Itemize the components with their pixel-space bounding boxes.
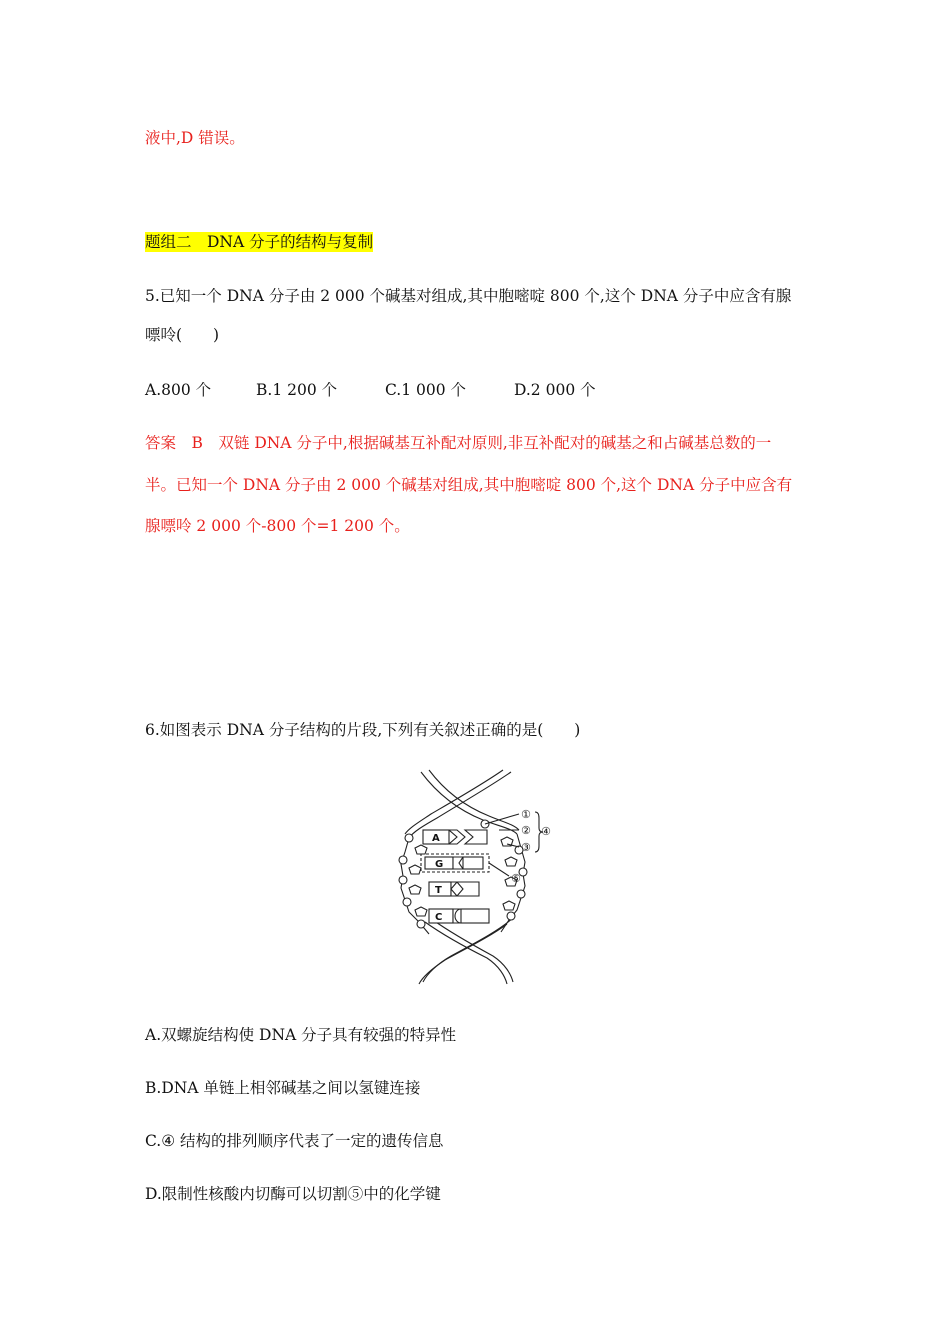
q5-options <box>145 379 596 401</box>
base-label-g: G <box>435 859 444 870</box>
callout-2: ② <box>521 824 531 837</box>
section-title <box>145 231 373 253</box>
q5-stem-line1: 5.已知一个 DNA 分子由 2 000 个碱基对组成,其中胞嘧啶 800 个,这个 DNA 分子中应含有腺 <box>145 287 792 305</box>
bottom-strand-right <box>423 918 513 982</box>
q5-stem-line2: 嘌呤( ) <box>145 326 220 344</box>
q5-answer-line1: 答案 B 双链 DNA 分子中,根据碱基互补配对原则,非互补配对的碱基之和占碱基总数的一 <box>145 434 772 452</box>
q6-option-a: A.双螺旋结构使 DNA 分子具有较强的特异性 <box>145 1026 457 1044</box>
q6-stem: 6.如图表示 DNA 分子结构的片段,下列有关叙述正确的是( ) <box>145 721 581 739</box>
callout-4: ④ <box>541 825 551 838</box>
q6-option-b: B.DNA 单链上相邻碱基之间以氢键连接 <box>145 1079 421 1097</box>
q5-option-a: A.800 个 <box>145 381 212 399</box>
q5-option-b: B.1 200 个 <box>256 381 338 399</box>
base-label-a: A <box>432 833 440 844</box>
q5-answer-line2: 半。已知一个 DNA 分子由 2 000 个碱基对组成,其中胞嘧啶 800 个,这个 DNA 分子中应含有 <box>145 476 793 494</box>
callout-5: ⑤ <box>511 872 521 885</box>
section-title-text: 题组二 DNA 分子的结构与复制 <box>145 233 374 251</box>
top-strand-left <box>421 772 517 834</box>
callout-3: ③ <box>521 841 531 854</box>
callout-1: ① <box>521 808 531 821</box>
q5-option-d: D.2 000 个 <box>514 381 596 399</box>
q5-option-c: C.1 000 个 <box>385 381 467 399</box>
top-strand-right <box>409 772 511 838</box>
base-label-t: T <box>435 885 442 896</box>
previous-answer-tail: 液中,D 错误。 <box>145 129 245 147</box>
dna-structure-figure <box>393 768 553 986</box>
base-label-c: C <box>435 912 443 923</box>
q6-option-c: C.④ 结构的排列顺序代表了一定的遗传信息 <box>145 1132 444 1150</box>
q5-answer-line3: 腺嘌呤 2 000 个-800 个=1 200 个。 <box>145 517 410 535</box>
q6-option-d: D.限制性核酸内切酶可以切割⑤中的化学键 <box>145 1185 441 1203</box>
